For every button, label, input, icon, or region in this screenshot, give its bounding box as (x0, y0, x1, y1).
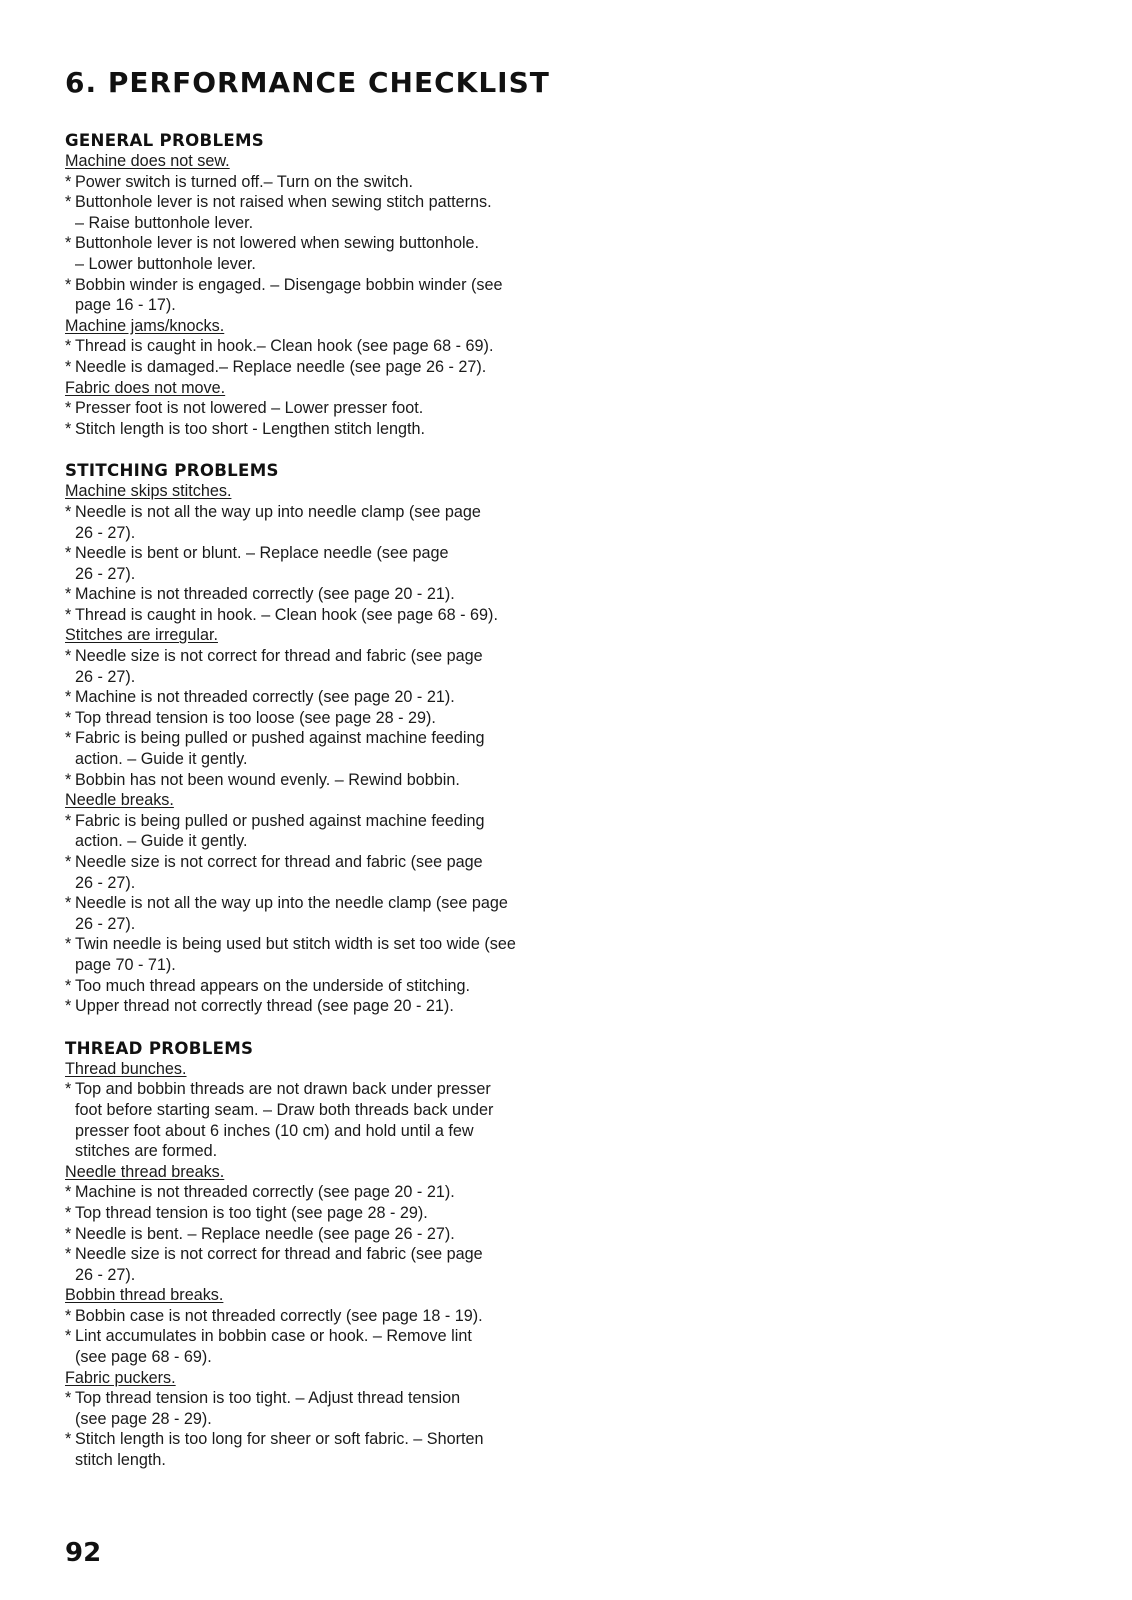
list-item (65, 1182, 585, 1203)
item-text: Machine is not threaded correctly (see page 20 - 21). (75, 1183, 455, 1202)
problem-subheading: Machine does not sew. (65, 152, 230, 170)
problem-subheading: Stitches are irregular. (65, 626, 218, 645)
list-item (65, 419, 585, 440)
bullet-asterisk: * (65, 1327, 72, 1346)
list-item (65, 584, 585, 605)
bullet-asterisk: * (65, 544, 72, 563)
list-item (65, 543, 585, 584)
bullet-asterisk: * (65, 1245, 72, 1264)
list-item (65, 770, 585, 791)
list-item (65, 398, 585, 419)
bullet-asterisk: * (65, 976, 72, 995)
bullet-asterisk: * (65, 172, 72, 191)
item-text: Bobbin winder is engaged. – Disengage bobbin winder (see page 16 - 17). (75, 275, 503, 315)
bullet-asterisk: * (65, 935, 72, 954)
list-item (65, 996, 585, 1017)
bullet-asterisk: * (65, 1389, 72, 1408)
bullet-asterisk: * (65, 502, 72, 521)
list-item (65, 1306, 585, 1327)
list-item (65, 1079, 585, 1161)
list-item (65, 708, 585, 729)
bullet-asterisk: * (65, 337, 72, 356)
bullet-asterisk: * (65, 1224, 72, 1243)
bullet-asterisk: * (65, 585, 72, 604)
item-text: Top thread tension is too tight. – Adjust thread tension (see page 28 - 29). (75, 1389, 461, 1428)
list-item (65, 811, 585, 852)
list-item (65, 1244, 585, 1285)
page-number: 92 (65, 1538, 102, 1568)
item-text: Thread is caught in hook. – Clean hook (see page 68 - 69). (75, 605, 498, 624)
section-heading: THREAD PROBLEMS (65, 1038, 254, 1058)
item-text: Needle is bent or blunt. – Replace needle (see page 26 - 27). (75, 544, 449, 583)
item-text: Stitch length is too long for sheer or soft fabric. – Shorten stitch length. (75, 1430, 484, 1470)
bullet-asterisk: * (65, 770, 72, 789)
problem-subheading: Needle thread breaks. (65, 1162, 225, 1181)
item-text: Twin needle is being used but stitch width is set too wide (see page 70 - 71). (75, 935, 516, 974)
item-text: Top thread tension is too tight (see page 28 - 29). (75, 1203, 428, 1222)
item-text: Buttonhole lever is not lowered when sewing buttonhole. – Lower buttonhole lever. (75, 234, 480, 273)
section (65, 460, 585, 1016)
item-text: Needle is bent. – Replace needle (see page 26 - 27). (75, 1224, 455, 1243)
list-item (65, 275, 585, 316)
problem-subheading: Fabric does not move. (65, 378, 226, 397)
problem-subheading: Bobbin thread breaks. (65, 1286, 224, 1305)
list-item (65, 1388, 585, 1429)
list-item (65, 1224, 585, 1245)
checklist-content (65, 130, 585, 1492)
item-text: Power switch is turned off.– Turn on the switch. (75, 172, 414, 191)
list-item (65, 336, 585, 357)
item-text: Upper thread not correctly thread (see page 20 - 21). (75, 997, 454, 1016)
bullet-asterisk: * (65, 894, 72, 913)
list-item (65, 728, 585, 769)
list-item (65, 852, 585, 893)
list-item (65, 172, 585, 193)
problem-subheading: Fabric puckers. (65, 1368, 176, 1387)
list-item (65, 934, 585, 975)
list-item (65, 357, 585, 378)
item-text: Fabric is being pulled or pushed against machine feeding action. – Guide it gently. (75, 811, 485, 851)
item-text: Machine is not threaded correctly (see page 20 - 21). (75, 585, 455, 604)
item-text: Presser foot is not lowered – Lower presser foot. (75, 399, 424, 418)
list-item (65, 1203, 585, 1224)
item-text: Lint accumulates in bobbin case or hook. – Remove lint (see page 68 - 69). (75, 1327, 472, 1367)
bullet-asterisk: * (65, 419, 72, 438)
list-item (65, 605, 585, 626)
item-text: Bobbin case is not threaded correctly (see page 18 - 19). (75, 1306, 483, 1325)
list-item (65, 1429, 585, 1470)
bullet-asterisk: * (65, 997, 72, 1016)
bullet-asterisk: * (65, 647, 72, 666)
item-text: Bobbin has not been wound evenly. – Rewind bobbin. (75, 770, 460, 789)
section-heading: STITCHING PROBLEMS (65, 461, 279, 481)
item-text: Thread is caught in hook.– Clean hook (see page 68 - 69). (75, 337, 494, 356)
bullet-asterisk: * (65, 275, 72, 294)
bullet-asterisk: * (65, 605, 72, 624)
bullet-asterisk: * (65, 708, 72, 727)
section-heading: GENERAL PROBLEMS (65, 131, 265, 150)
list-item (65, 1326, 585, 1367)
bullet-asterisk: * (65, 1306, 72, 1325)
list-item (65, 192, 585, 233)
page-title: 6. PERFORMANCE CHECKLIST (65, 66, 550, 99)
item-text: Fabric is being pulled or pushed against machine feeding action. – Guide it gently. (75, 729, 485, 769)
bullet-asterisk: * (65, 853, 72, 871)
item-text: Buttonhole lever is not raised when sewing stitch patterns. – Raise buttonhole lever. (75, 193, 492, 232)
list-item (65, 233, 585, 274)
item-text: Machine is not threaded correctly (see page 20 - 21). (75, 688, 455, 707)
item-text: Needle size is not correct for thread and fabric (see page 26 - 27). (75, 647, 483, 686)
list-item (65, 976, 585, 997)
item-text: Top and bobbin threads are not drawn back under presser foot before starting seam. – Draw both threads back under presser foot about 6 inches (10 cm) and hold until a few stitches are formed. (75, 1080, 494, 1161)
bullet-asterisk: * (65, 811, 72, 830)
problem-subheading: Thread bunches. (65, 1059, 187, 1078)
bullet-asterisk: * (65, 193, 72, 212)
bullet-asterisk: * (65, 399, 72, 418)
bullet-asterisk: * (65, 1080, 72, 1099)
section (65, 1038, 585, 1471)
item-text: Needle is not all the way up into the needle clamp (see page 26 - 27). (75, 894, 508, 933)
list-item (65, 646, 585, 687)
bullet-asterisk: * (65, 234, 72, 253)
bullet-asterisk: * (65, 1203, 72, 1222)
item-text: Needle is not all the way up into needle clamp (see page 26 - 27). (75, 502, 481, 542)
item-text: Stitch length is too short - Lengthen stitch length. (75, 419, 426, 438)
item-text: Needle size is not correct for thread and fabric (see page 26 - 27). (75, 1245, 483, 1284)
item-text: Top thread tension is too loose (see page 28 - 29). (75, 708, 436, 727)
bullet-asterisk: * (65, 729, 72, 748)
list-item (65, 687, 585, 708)
bullet-asterisk: * (65, 688, 72, 707)
problem-subheading: Needle breaks. (65, 791, 174, 810)
bullet-asterisk: * (65, 1183, 72, 1202)
list-item (65, 502, 585, 543)
problem-subheading: Machine skips stitches. (65, 482, 232, 501)
problem-subheading: Machine jams/knocks. (65, 316, 225, 335)
bullet-asterisk: * (65, 1430, 72, 1449)
item-text: Too much thread appears on the underside of stitching. (75, 976, 471, 995)
item-text: Needle size is not correct for thread and fabric (see page 26 - 27). (75, 853, 483, 892)
list-item (65, 893, 585, 934)
item-text: Needle is damaged.– Replace needle (see page 26 - 27). (75, 357, 487, 376)
section (65, 130, 585, 439)
bullet-asterisk: * (65, 357, 72, 376)
